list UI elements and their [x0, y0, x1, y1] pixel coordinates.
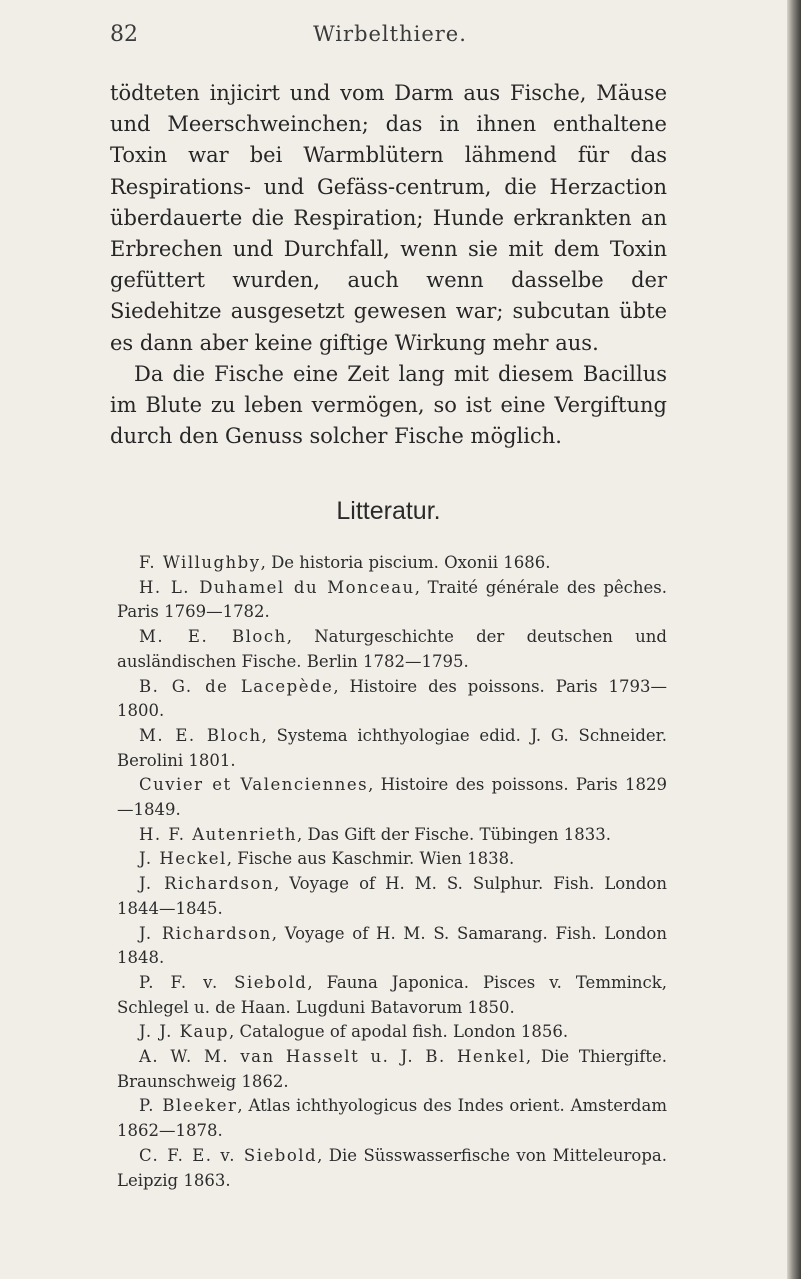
reference-item	[117, 872, 667, 921]
reference-text: , Das Gift der Fische. Tübingen 1833.	[297, 824, 612, 844]
reference-text: , Voyage of H. M. S. Sulphur. Fish. London 1844—1845.	[117, 874, 667, 918]
reference-author: A. W. M. van Hasselt u. J. B. Henkel	[139, 1047, 526, 1067]
reference-text: , Traité générale des pêches. Paris 1769—1782.	[117, 577, 668, 622]
reference-item	[117, 675, 667, 724]
reference-author: J. Heckel	[139, 849, 227, 869]
reference-author: J. Richardson	[139, 923, 272, 943]
running-head: Wirbelthiere.	[313, 22, 467, 46]
reference-author: H. L. Duhamel du Monceau	[139, 577, 415, 597]
reference-item	[117, 551, 667, 576]
reference-author: C. F. E. v. Siebold	[139, 1145, 318, 1165]
reference-item	[117, 1094, 667, 1143]
reference-text: , Atlas ichthyologicus des Indes orient. Amsterdam 1862—1878.	[117, 1096, 667, 1141]
reference-text: , Histoire des poissons. Paris 1829—1849.	[117, 775, 668, 820]
reference-list	[117, 551, 667, 1193]
reference-item	[117, 1045, 667, 1094]
page-header	[110, 22, 670, 52]
reference-item	[117, 847, 667, 872]
reference-text: , Voyage of H. M. S. Samarang. Fish. London 1848.	[117, 923, 667, 968]
reference-text: , Systema ichthyologiae edid. J. G. Schneider. Berolini 1801.	[117, 725, 667, 770]
reference-author: J. J. Kaup	[139, 1022, 229, 1042]
reference-text: , Die Thiergifte. Braunschweig 1862.	[117, 1047, 667, 1091]
reference-author: Cuvier et Valenciennes	[139, 775, 369, 795]
reference-item	[117, 1144, 667, 1193]
paragraph: Da die Fische eine Zeit lang mit diesem Bacillus im Blute zu leben vermögen, so ist eine Vergiftung durch den Genuss solcher Fische möglich.	[110, 361, 667, 449]
reference-item	[117, 1020, 667, 1045]
reference-author: M. E. Bloch	[139, 725, 262, 745]
reference-author: H. F. Autenrieth	[139, 824, 297, 844]
reference-item	[117, 625, 667, 674]
reference-text: , Catalogue of apodal fish. London 1856.	[229, 1022, 569, 1042]
reference-item	[117, 971, 667, 1020]
reference-author: P. Bleeker	[139, 1096, 238, 1116]
reference-text: , Naturgeschichte der deutschen und ausländischen Fische. Berlin 1782—1795.	[117, 627, 667, 671]
reference-author: B. G. de Lacepède	[139, 676, 334, 696]
reference-author: J. Richardson	[139, 874, 274, 894]
reference-text: , Die Süsswasserfische von Mitteleuropa. Leipzig 1863.	[117, 1145, 668, 1190]
reference-item	[117, 576, 667, 625]
reference-item	[117, 922, 667, 971]
paragraph: tödteten injicirt und vom Darm aus Fische, Mäuse und Meerschweinchen; das in ihnen enthaltene Toxin war bei Warmblütern lähmend für das Respirations- und Gefäss-centrum, die Herzaction überdauerte die Respiration; Hunde erkrankten an Erbrechen und Durchfall, wenn sie mit dem Toxin gefüttert wurden, auch wenn dasselbe der Siedehitze ausgesetzt gewesen war; subcutan übte es dann aber keine giftige Wirkung mehr aus.	[110, 81, 667, 355]
page-edge-shadow	[787, 0, 801, 1279]
reference-text: , De historia piscium. Oxonii 1686.	[260, 553, 551, 572]
reference-item	[117, 773, 667, 822]
body-text	[110, 78, 667, 452]
reference-text: , Histoire des poissons. Paris 1793—1800.	[117, 676, 667, 721]
reference-text: , Fauna Japonica. Pisces v. Temminck, Schlegel u. de Haan. Lugduni Batavorum 1850.	[117, 972, 667, 1017]
reference-author: M. E. Bloch	[139, 627, 287, 647]
reference-author: P. F. v. Siebold	[139, 972, 308, 992]
section-heading: Litteratur.	[336, 497, 441, 525]
reference-item	[117, 724, 667, 773]
reference-text: , Fische aus Kaschmir. Wien 1838.	[226, 849, 515, 869]
page-number: 82	[110, 22, 138, 47]
reference-author: F. Willughby	[139, 553, 261, 572]
reference-item	[117, 823, 667, 848]
